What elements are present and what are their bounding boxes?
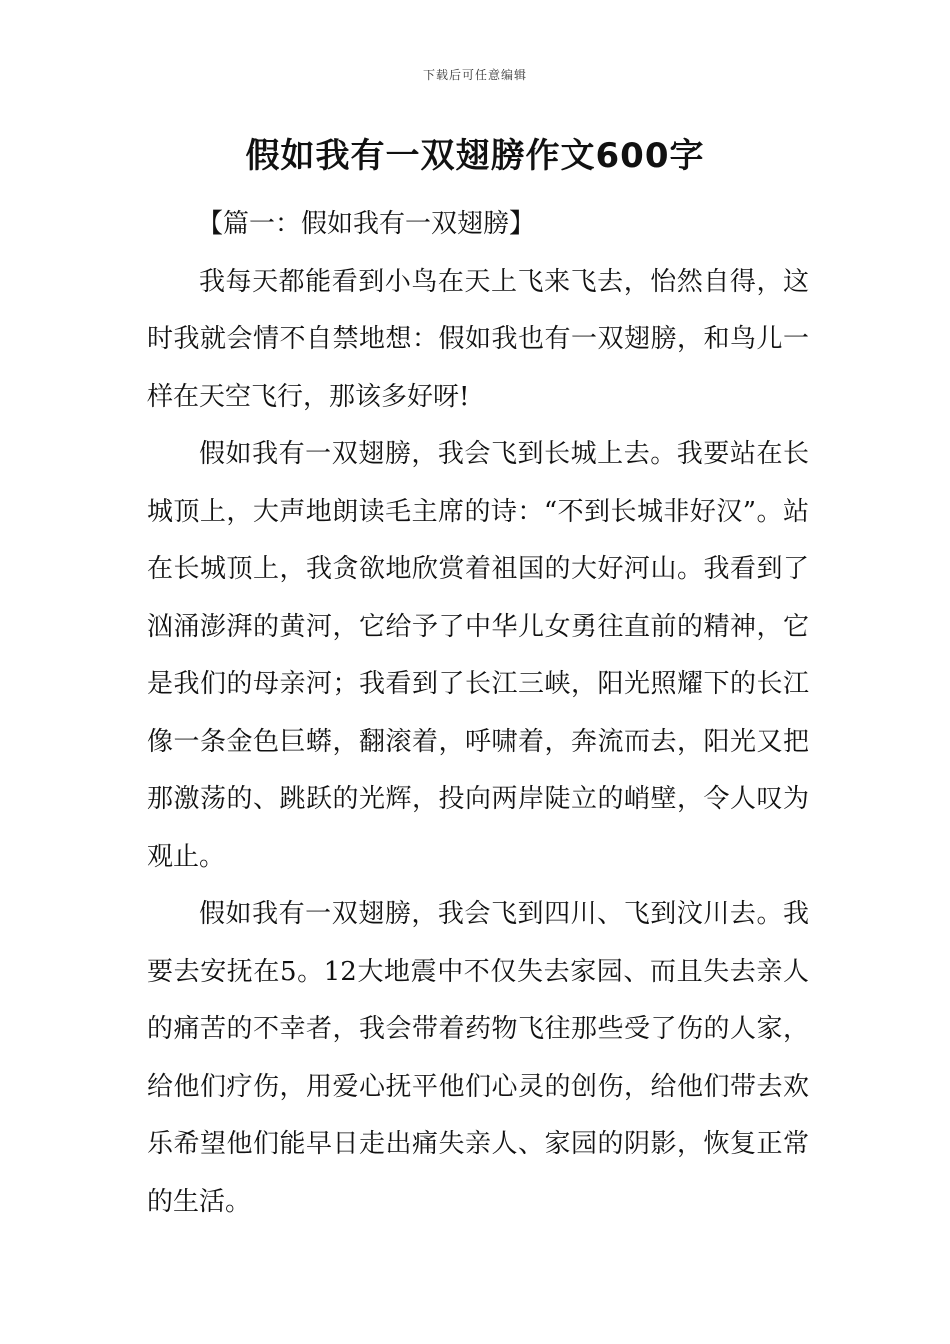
document-title: 假如我有一双翅膀作文600字 xyxy=(245,136,705,176)
paragraph-3: 假如我有一双翅膀，我会飞到四川、飞到汶川去。我要去安抚在5。12大地震中不仅失去家园、而且失去亲人的痛苦的不幸者，我会带着药物飞往那些受了伤的人家，给他们疗伤，用爱心抚平他们心灵的创伤，给他们带去欢乐希望他们能早日走出痛失亲人、家园的阴影，恢复正常的生活。 xyxy=(147,899,809,1217)
paragraph-2: 假如我有一双翅膀，我会飞到长城上去。我要站在长城顶上，大声地朗读毛主席的诗：“不到长城非好汉”。站在长城顶上，我贪欲地欣赏着祖国的大好河山。我看到了汹涌澎湃的黄河，它给予了中华儿女勇往直前的精神，它是我们的母亲河；我看到了长江三峡，阳光照耀下的长江像一条金色巨蟒，翻滚着，呼啸着，奔流而去，阳光又把那激荡的、跳跃的光辉，投向两岸陡立的峭壁，令人叹为观止。 xyxy=(147,439,809,872)
paragraph-1: 我每天都能看到小鸟在天上飞来飞去，怡然自得，这时我就会情不自禁地想：假如我也有一双翅膀，和鸟儿一样在天空飞行，那该多好呀! xyxy=(147,266,809,412)
header-note: 下载后可任意编辑 xyxy=(422,68,527,82)
section-heading: 【篇一：假如我有一双翅膀】 xyxy=(197,209,536,239)
document-body xyxy=(147,196,809,1231)
